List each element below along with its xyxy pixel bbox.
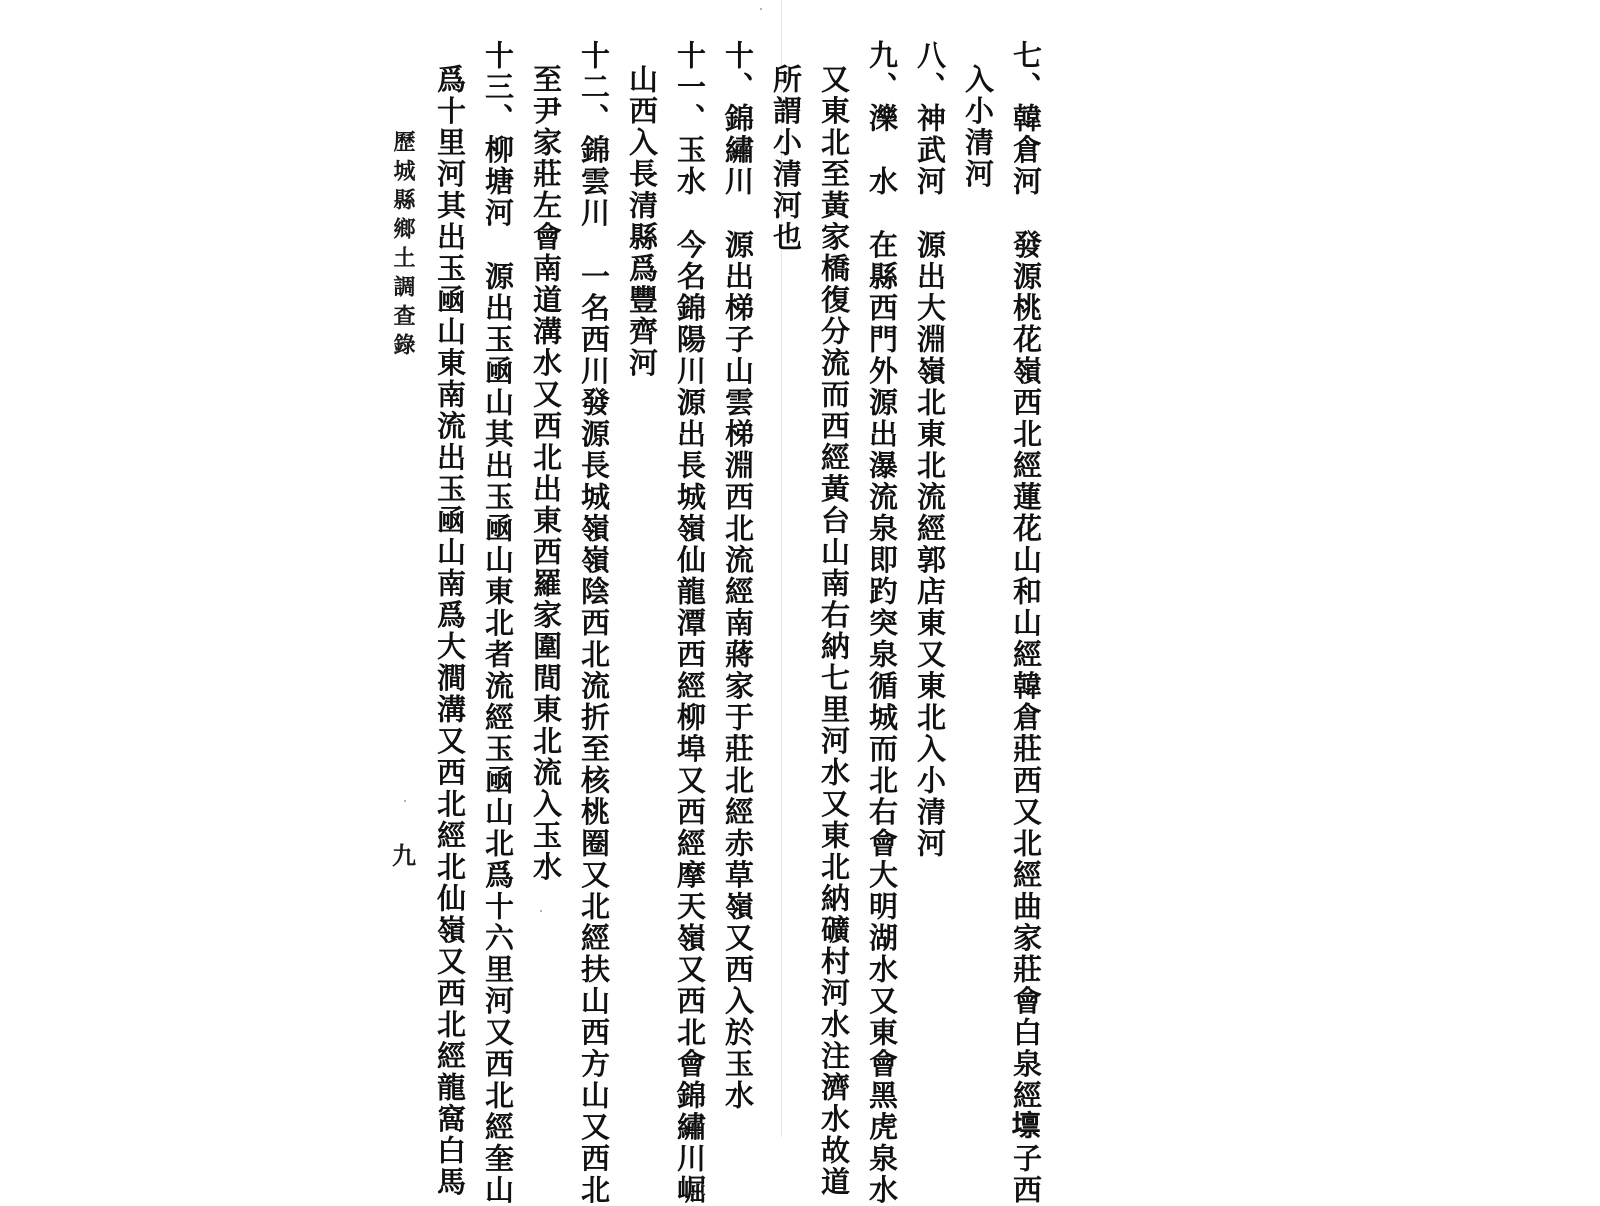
entry-label: 九、濼 水 [865,40,899,198]
scan-speck [404,800,406,802]
running-title: 歷城縣鄉土調查錄 [388,130,419,362]
entry-label: 十、錦繡川 [721,40,755,198]
entry-body: 山西入長清縣爲豐齊河 [625,64,659,379]
entry-body: 在縣西門外源出瀑流泉即趵突泉循城而北右會大明湖水又東會黑虎泉水 [865,230,899,1206]
entry-body: 爲十里河其出玉凾山東南流出玉凾山南爲大澗溝又西北經北仙嶺又西北經龍窩白馬 [433,64,467,1198]
entry-label: 十二、錦雲川 [577,40,611,229]
entry-label: 七、韓倉河 [1009,40,1043,198]
text-column-9-cont-2 [766,64,806,253]
entry-label: 十一、玉水 [673,40,707,198]
entry-body: 所謂小清河也 [769,64,803,253]
entry-body: 一名西川發源長城嶺嶺陰西北流折至核桃圈又北經扶山西方山又西北 [577,261,611,1206]
entry-label: 十三、柳塘河 [481,40,515,229]
entry-body: 至尹家莊左會南道溝水又西北出東西羅家圍間東北流入玉水 [529,64,563,883]
text-column-13-cont [430,64,470,1198]
entry-label: 八、神武河 [913,40,947,198]
scan-speck [760,8,762,10]
entry-body: 源出梯子山雲梯淵西北流經南蔣家于莊北經赤草嶺又西入於玉水 [721,230,755,1112]
text-column-11 [670,40,710,1206]
text-column-12 [574,40,614,1206]
text-column-13 [478,40,518,1206]
page-number: 九 [392,836,416,871]
text-column-7-cont [958,64,998,190]
text-column-11-cont [622,64,662,379]
entry-body: 入小清河 [961,64,995,190]
text-column-9-cont-1 [814,64,854,1198]
scan-speck [540,910,542,912]
text-column-9 [862,40,902,1206]
text-column-12-cont [526,64,566,883]
entry-body: 又東北至黃家橋復分流而西經黃台山南右納七里河水又東北納礦村河水注濟水故道 [817,64,851,1198]
entry-body: 源出玉凾山其出玉凾山東北者流經玉凾山北爲十六里河又西北經奎山 [481,261,515,1206]
entry-body: 今名錦陽川源出長城嶺仙龍潭西經柳埠又西經摩天嶺又西北會錦繡川崛 [673,230,707,1206]
text-column-10 [718,40,758,1112]
text-column-8 [910,40,950,860]
entry-body: 發源桃花嶺西北經蓮花山和山經韓倉莊西又北經曲家莊會白泉經𡒄子西 [1009,230,1043,1206]
entry-body: 源出大淵嶺北東北流經郭店東又東北入小清河 [913,230,947,860]
text-column-7 [1006,40,1046,1206]
